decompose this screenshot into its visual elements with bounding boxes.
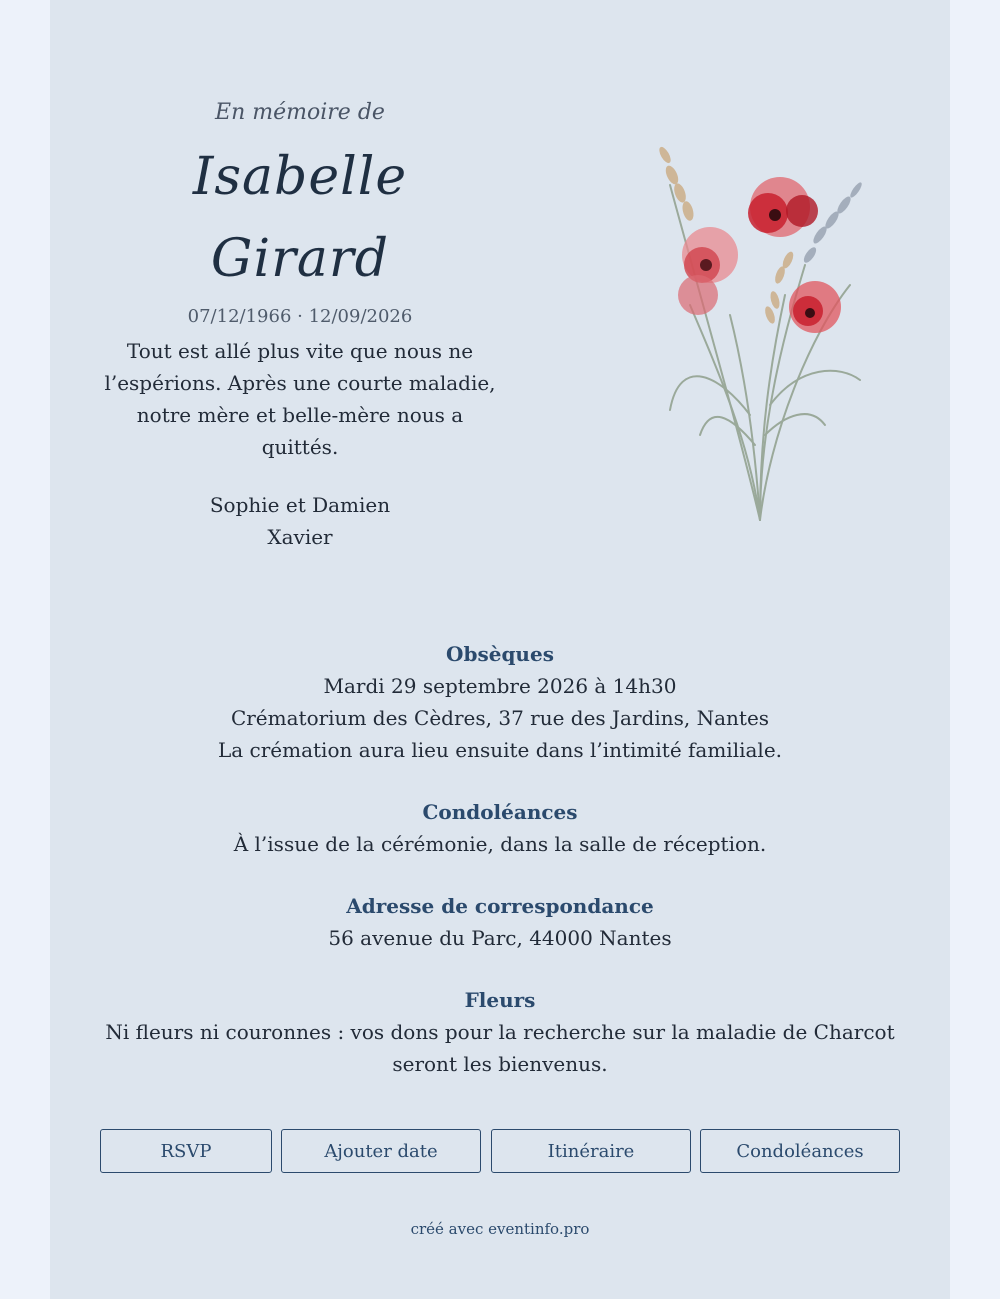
section-line: À l’issue de la cérémonie, dans la salle de réception. <box>233 832 767 856</box>
memorial-header <box>100 100 500 553</box>
action-buttons <box>100 1129 900 1175</box>
section-line: Crématorium des Cèdres, 37 rue des Jardins, Nantes <box>230 706 770 730</box>
add-date-button[interactable]: Ajouter date <box>281 1129 481 1173</box>
section-flowers <box>100 984 900 1080</box>
signers <box>100 489 500 553</box>
section-condolences <box>100 796 900 860</box>
section-line: Ni fleurs ni couronnes : vos dons pour la recherche sur la maladie de Charcot <box>105 1020 895 1044</box>
section-title: Fleurs <box>464 988 536 1012</box>
memorial-card <box>50 0 950 1299</box>
section-line: seront les bienvenus. <box>392 1052 608 1076</box>
section-title: Adresse de correspondance <box>346 894 654 918</box>
signer-line: Sophie et Damien <box>209 493 391 517</box>
section-title: Condoléances <box>422 800 578 824</box>
section-line: 56 avenue du Parc, 44000 Nantes <box>328 926 672 950</box>
section-title: Obsèques <box>446 642 554 666</box>
message-line: notre mère et belle-mère nous a <box>136 403 464 427</box>
section-funeral <box>100 638 900 766</box>
message-line: l’espérions. Après une courte maladie, <box>104 371 496 395</box>
in-memory-label: En mémoire de <box>215 100 385 125</box>
signer-line: Xavier <box>267 525 333 549</box>
section-address <box>100 890 900 954</box>
life-dates: 07/12/1966 · 12/09/2026 <box>187 306 413 327</box>
details <box>100 638 900 1110</box>
first-name: Isabelle <box>192 147 408 207</box>
footer-credit[interactable]: créé avec eventinfo.pro <box>410 1220 590 1238</box>
poppy-bouquet-icon <box>610 115 870 525</box>
itinerary-button[interactable]: Itinéraire <box>491 1129 691 1173</box>
memorial-message <box>100 335 500 463</box>
condolences-button[interactable]: Condoléances <box>700 1129 900 1173</box>
rsvp-button[interactable]: RSVP <box>100 1129 272 1173</box>
section-line: Mardi 29 septembre 2026 à 14h30 <box>323 674 677 698</box>
section-line: La crémation aura lieu ensuite dans l’intimité familiale. <box>217 738 783 762</box>
message-line: Tout est allé plus vite que nous ne <box>126 339 474 363</box>
message-line: quittés. <box>261 435 339 459</box>
last-name: Girard <box>210 229 390 289</box>
